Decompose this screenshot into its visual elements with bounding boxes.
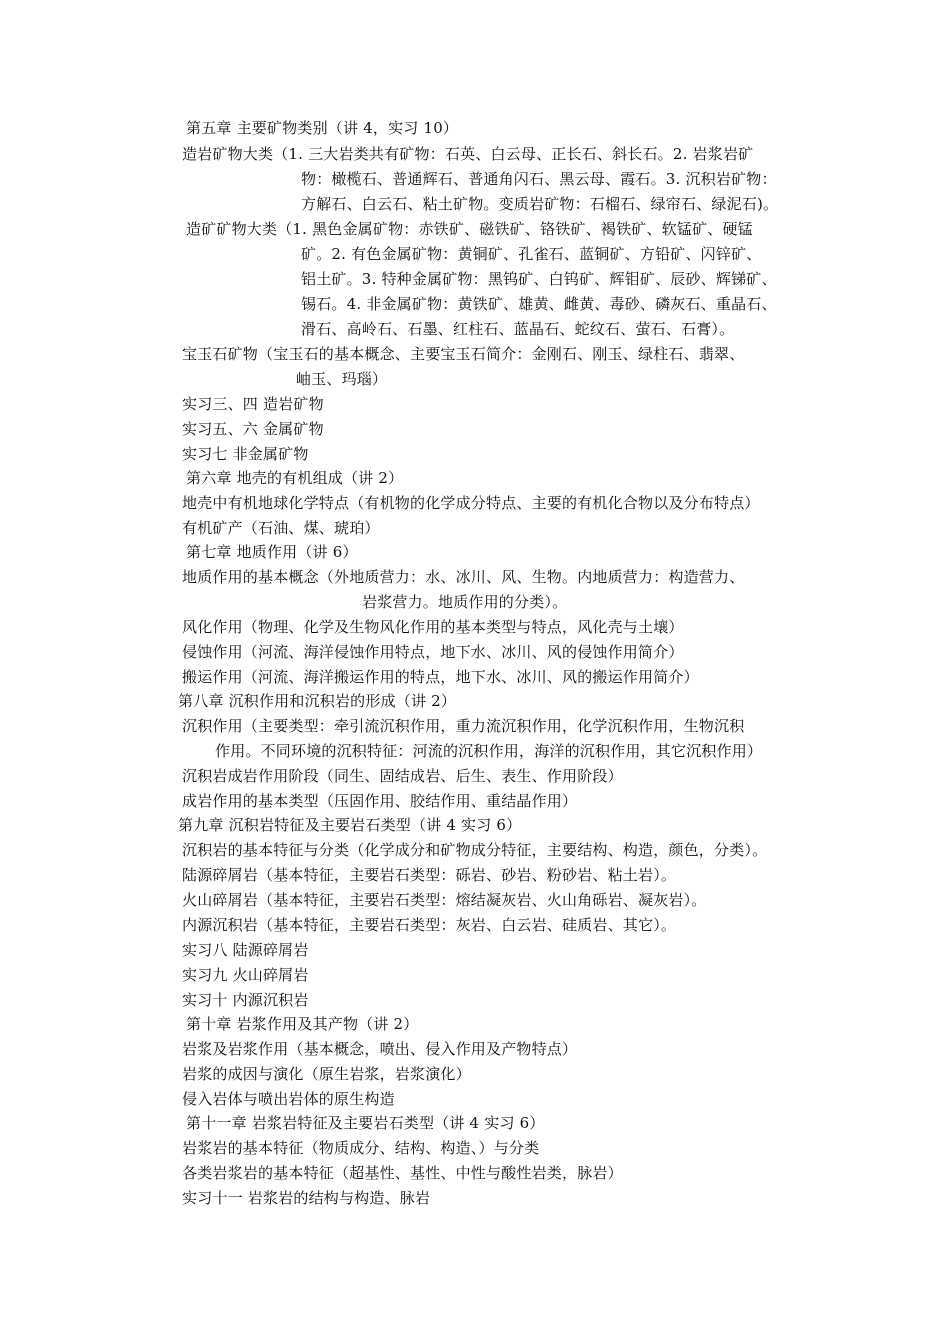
text-line: 风化作用（物理、化学及生物风化作用的基本类型与特点，风化壳与土壤）: [182, 618, 684, 636]
text-line: 矿。2. 有色金属矿物：黄铜矿、孔雀石、蓝铜矿、方铅矿、闪锌矿、: [301, 245, 762, 263]
chapter-6-heading: 第六章 地壳的有机组成（讲 2）: [186, 469, 404, 487]
chapter-9-heading: 第九章 沉积岩特征及主要岩石类型（讲 4 实习 6）: [178, 816, 522, 834]
text-line: 宝玉石矿物（宝玉石的基本概念、主要宝玉石简介：金刚石、刚玉、绿柱石、翡翠、: [182, 345, 745, 363]
text-line: 方解石、白云石、粘土矿物。变质岩矿物：石榴石、绿帘石、绿泥石)。: [301, 195, 779, 213]
chapter-5-heading: 第五章 主要矿物类别（讲 4，实习 10）: [186, 119, 459, 137]
text-line: 物：橄榄石、普通辉石、普通角闪石、黑云母、霞石。3. 沉积岩矿物：: [301, 170, 777, 188]
text-line: 搬运作用（河流、海洋搬运作用的特点，地下水、冰川、风的搬运作用简介）: [182, 668, 699, 686]
practice-line: 实习五、六 金属矿物: [182, 420, 324, 438]
chapter-7-heading: 第七章 地质作用（讲 6）: [186, 543, 358, 561]
practice-line: 实习十一 岩浆岩的结构与构造、脉岩: [182, 1189, 431, 1207]
text-line: 地壳中有机地球化学特点（有机物的化学成分特点、主要的有机化合物以及分布特点）: [182, 494, 760, 512]
practice-line: 实习三、四 造岩矿物: [182, 395, 324, 413]
text-line: 有机矿产（石油、煤、琥珀）: [182, 519, 380, 537]
text-line: 沉积岩成岩作用阶段（同生、固结成岩、后生、表生、作用阶段）: [182, 767, 623, 785]
practice-line: 实习九 火山碎屑岩: [182, 966, 309, 984]
text-line: 岩浆岩的基本特征（物质成分、结构、构造、）与分类: [182, 1139, 540, 1157]
text-line: 各类岩浆岩的基本特征（超基性、基性、中性与酸性岩类，脉岩）: [182, 1164, 623, 1182]
text-line: 地质作用的基本概念（外地质营力：水、冰川、风、生物。内地质营力：构造营力、: [182, 568, 745, 586]
chapter-10-heading: 第十章 岩浆作用及其产物（讲 2）: [186, 1015, 419, 1033]
text-line: 火山碎屑岩（基本特征，主要岩石类型：熔结凝灰岩、火山角砾岩、凝灰岩）。: [182, 891, 707, 909]
practice-line: 实习十 内源沉积岩: [182, 991, 309, 1009]
text-line: 铝土矿。3. 特种金属矿物：黑钨矿、白钨矿、辉钼矿、辰砂、辉锑矿、: [301, 270, 777, 288]
text-line: 岩浆的成因与演化（原生岩浆，岩浆演化）: [182, 1065, 471, 1083]
text-line: 沉积作用（主要类型：牵引流沉积作用，重力流沉积作用，化学沉积作用，生物沉积: [182, 717, 745, 735]
text-line: 岫玉、玛瑙）: [296, 370, 388, 388]
chapter-11-heading: 第十一章 岩浆岩特征及主要岩石类型（讲 4 实习 6）: [186, 1114, 545, 1132]
chapter-8-heading: 第八章 沉积作用和沉积岩的形成（讲 2）: [178, 692, 457, 710]
text-line: 岩浆及岩浆作用（基本概念，喷出、侵入作用及产物特点）: [182, 1040, 578, 1058]
text-line: 作用。不同环境的沉积特征：河流的沉积作用，海洋的沉积作用，其它沉积作用）: [215, 742, 763, 760]
practice-line: 实习八 陆源碎屑岩: [182, 941, 309, 959]
text-line: 陆源碎屑岩（基本特征，主要岩石类型：砾岩、砂岩、粉砂岩、粘土岩）。: [182, 866, 677, 884]
text-line: 滑石、高岭石、石墨、红柱石、蓝晶石、蛇纹石、萤石、石膏）。: [301, 320, 735, 338]
text-line: 侵入岩体与喷出岩体的原生构造: [182, 1090, 395, 1108]
text-line: 沉积岩的基本特征与分类（化学成分和矿物成分特征，主要结构、构造，颜色，分类）。: [182, 841, 768, 859]
text-line: 成岩作用的基本类型（压固作用、胶结作用、重结晶作用）: [182, 792, 578, 810]
text-line: 岩浆营力。地质作用的分类）。: [362, 593, 568, 611]
text-line: 内源沉积岩（基本特征，主要岩石类型：灰岩、白云岩、硅质岩、其它）。: [182, 916, 677, 934]
text-line: 造矿矿物大类（1. 黑色金属矿物：赤铁矿、磁铁矿、铬铁矿、褐铁矿、软锰矿、硬锰: [186, 220, 753, 238]
text-line: 锡石。4. 非金属矿物：黄铁矿、雄黄、雌黄、毒砂、磷灰石、重晶石、: [301, 295, 777, 313]
text-line: 造岩矿物大类（1. 三大岩类共有矿物：石英、白云母、正长石、斜长石。2. 岩浆岩矿: [182, 145, 754, 163]
practice-line: 实习七 非金属矿物: [182, 445, 309, 463]
text-line: 侵蚀作用（河流、海洋侵蚀作用特点，地下水、冰川、风的侵蚀作用简介）: [182, 643, 684, 661]
